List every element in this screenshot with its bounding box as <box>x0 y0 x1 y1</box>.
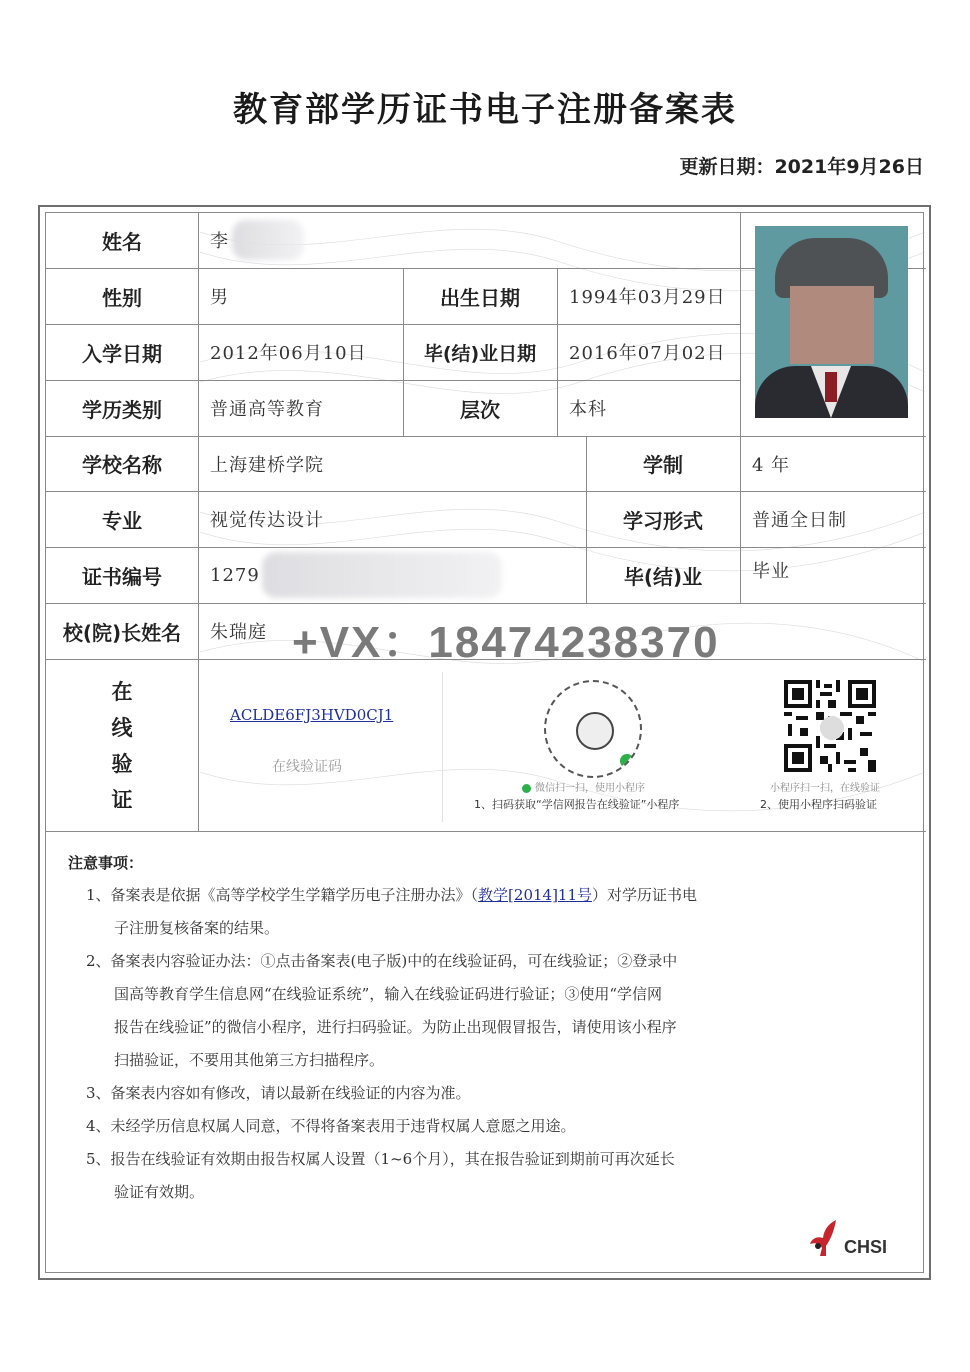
redaction-blur <box>232 220 304 260</box>
redaction-blur <box>262 552 502 598</box>
contact-watermark: +VX：18474238370 <box>292 618 720 667</box>
president-value: 朱瑞庭 <box>210 622 267 643</box>
note-1 <box>86 879 697 912</box>
mini-small-text <box>522 779 645 794</box>
major-label: 专业 <box>102 508 142 533</box>
birth-label: 出生日期 <box>440 285 520 310</box>
note-5-cont: 验证有效期。 <box>114 1183 205 1201</box>
verify-code-hint: 在线验证码 <box>272 759 342 775</box>
mini-caption: 1、扫码获取“学信网报告在线验证”小程序 <box>474 798 680 811</box>
qr-small-text: 小程序扫一扫，在线验证 <box>770 783 880 794</box>
notes-title: 注意事项： <box>68 854 144 872</box>
note-1-text: ）对学历证书电 <box>592 886 698 904</box>
school-label: 学校名称 <box>82 453 162 477</box>
update-date: 更新日期：2021年9月26日 <box>679 156 924 178</box>
name-value: 李 <box>210 231 229 252</box>
note-4: 4、未经学历信息权属人同意，不得将备案表用于违背权属人意愿之用途。 <box>86 1117 576 1135</box>
verify-char: 在 <box>111 680 133 704</box>
regulation-link[interactable]: 教学[2014]11号 <box>478 886 593 904</box>
wechat-icon <box>522 784 531 793</box>
qr-code[interactable] <box>784 680 876 772</box>
gender-value: 男 <box>210 287 229 308</box>
edu-type-value: 普通高等教育 <box>210 399 324 420</box>
note-2: 2、备案表内容验证办法：①点击备案表(电子版)中的在线验证码，可在线验证；②登录中 <box>86 952 678 970</box>
note-1-cont: 子注册复核备案的结果。 <box>114 919 280 937</box>
name-label: 姓名 <box>102 229 142 254</box>
school-value: 上海建桥学院 <box>210 454 324 476</box>
wechat-badge-icon <box>620 754 634 768</box>
grad-date-value: 2016年07月02日 <box>569 343 726 364</box>
birth-value: 1994年03月29日 <box>569 287 726 308</box>
grad-date-label: 毕(结)业日期 <box>423 342 537 365</box>
verify-char: 证 <box>111 788 133 812</box>
cert-label: 证书编号 <box>82 564 162 589</box>
enroll-label: 入学日期 <box>82 341 162 366</box>
major-value: 视觉传达设计 <box>210 510 324 531</box>
verify-label <box>46 660 198 830</box>
chsi-logo <box>806 1218 887 1258</box>
cert-value: 1279 <box>210 564 260 586</box>
study-form-label: 学习形式 <box>623 508 703 533</box>
photo-tie <box>825 372 837 402</box>
grid-line <box>740 212 741 436</box>
verify-code-box <box>205 672 443 822</box>
mini-small-label: 微信扫一扫，使用小程序 <box>535 783 645 794</box>
verify-code-link[interactable]: ACLDE6FJ3HVD0CJ1 <box>230 706 394 724</box>
note-1-text: 1、备案表是依据《高等学校学生学籍学历电子注册办法》（ <box>86 886 479 904</box>
length-label: 学制 <box>643 453 683 477</box>
photo-face-blurred <box>790 286 874 364</box>
page-title: 教育部学历证书电子注册备案表 <box>233 90 737 130</box>
mini-program-center <box>576 712 614 750</box>
note-3: 3、备案表内容如有修改，请以最新在线验证的内容为准。 <box>86 1084 471 1102</box>
student-photo <box>755 226 908 418</box>
edu-type-label: 学历类别 <box>82 397 162 422</box>
note-5: 5、报告在线验证有效期由报告权属人设置（1~6个月），其在报告验证到期前可再次延长 <box>86 1150 675 1168</box>
level-label: 层次 <box>460 397 500 422</box>
level-value: 本科 <box>569 399 607 420</box>
qr-caption: 2、使用小程序扫码验证 <box>760 798 877 811</box>
enroll-value: 2012年06月10日 <box>210 343 367 364</box>
grad-value: 毕业 <box>752 561 790 582</box>
verify-char: 验 <box>111 752 133 776</box>
grad-label: 毕(结)业 <box>623 564 703 589</box>
mini-program-code[interactable] <box>544 680 642 778</box>
note-2-cont: 扫描验证，不要用其他第三方扫描程序。 <box>114 1051 385 1069</box>
president-label: 校(院)长姓名 <box>62 620 182 645</box>
note-2-cont: 国高等教育学生信息网“在线验证系统”，输入在线验证码进行验证；③使用“学信网 <box>114 985 663 1003</box>
note-2-cont: 报告在线验证”的微信小程序，进行扫码验证。为防止出现假冒报告，请使用该小程序 <box>114 1018 677 1036</box>
grid-line <box>46 831 926 832</box>
verify-char: 线 <box>111 716 133 740</box>
study-form-value: 普通全日制 <box>752 510 847 531</box>
length-value: 4 年 <box>752 454 791 476</box>
gender-label: 性别 <box>102 285 142 310</box>
chsi-logo-text: CHSI <box>844 1237 888 1257</box>
chsi-bird-icon <box>806 1218 840 1258</box>
